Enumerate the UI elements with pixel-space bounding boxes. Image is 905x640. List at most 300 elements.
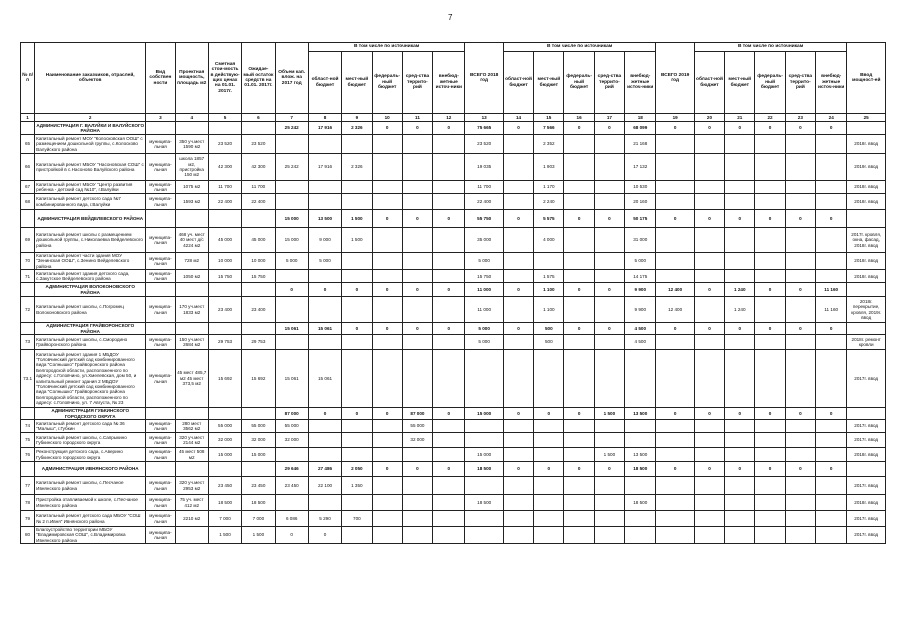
cell-value <box>594 495 624 511</box>
cell-value: 0 <box>594 122 624 135</box>
cell-value: 0 <box>656 462 694 477</box>
cell-commission: 2018г. ввод <box>847 253 886 270</box>
cell-value: 0 <box>308 527 341 544</box>
cell-value: 11 000 <box>465 297 503 323</box>
cell-capacity <box>175 210 208 228</box>
cell-value <box>465 433 503 448</box>
cell-value: 15 061 <box>275 350 308 408</box>
cell-num: 65 <box>21 135 35 154</box>
cell-value <box>785 420 815 433</box>
cell-value <box>694 448 724 462</box>
cell-value: 15 000 <box>275 210 308 228</box>
cell-type: муниципа-льная <box>146 135 175 154</box>
cell-value <box>372 527 402 544</box>
cell-value <box>402 335 432 350</box>
cell-value <box>594 253 624 270</box>
cell-value <box>816 228 847 253</box>
cell-value <box>433 350 465 408</box>
cell-value: 32 000 <box>402 433 432 448</box>
cell-remaining <box>242 323 275 335</box>
cell-commission: 2017г. ввод <box>847 477 886 495</box>
cell-value <box>694 477 724 495</box>
cell-num: 67 <box>21 181 35 194</box>
cell-value <box>503 511 533 527</box>
object-name: Капитальный ремонт школы, с.Песчаное Ивнянского района <box>35 477 146 495</box>
cell-capacity: 1075 м2 <box>175 181 208 194</box>
cell-value <box>372 154 402 181</box>
column-number: 21 <box>725 114 755 122</box>
cell-value <box>656 511 694 527</box>
cell-value <box>785 253 815 270</box>
cell-value <box>402 477 432 495</box>
cell-value: 1 903 <box>534 154 564 181</box>
cell-value <box>503 253 533 270</box>
cell-value: 55 000 <box>402 420 432 433</box>
cell-estimate: 15 000 <box>208 448 241 462</box>
cell-value: 0 <box>755 210 785 228</box>
cell-type: муниципа-льная <box>146 181 175 194</box>
cell-type: муниципа-льная <box>146 495 175 511</box>
cell-num: 70 <box>21 253 35 270</box>
cell-value: 87 000 <box>275 408 308 420</box>
cell-capacity: 170 уч.мест 1833 м2 <box>175 297 208 323</box>
cell-value: 15 061 <box>308 350 341 408</box>
cell-value: 0 <box>694 408 724 420</box>
column-number: 9 <box>342 114 372 122</box>
cell-value: 0 <box>503 408 533 420</box>
cell-value: 1 500 <box>342 228 372 253</box>
cell-value <box>342 194 372 210</box>
col-regional-header: област-ной бюджет <box>694 52 724 114</box>
cell-value: 0 <box>372 210 402 228</box>
cell-value: 0 <box>402 323 432 335</box>
cell-value: 5 575 <box>534 210 564 228</box>
col-volume-header: Объем кап. влож. на 2017 год <box>275 43 308 114</box>
cell-value <box>372 511 402 527</box>
cell-value: 4 500 <box>625 335 656 350</box>
cell-value <box>564 433 594 448</box>
cell-value <box>275 495 308 511</box>
col-regional-header: област-ной бюджет <box>503 52 533 114</box>
cell-value <box>694 335 724 350</box>
cell-remaining: 22 400 <box>242 194 275 210</box>
cell-value: 0 <box>564 210 594 228</box>
cell-value <box>725 477 755 495</box>
cell-value <box>785 527 815 544</box>
cell-value <box>433 297 465 323</box>
cell-estimate: 42 300 <box>208 154 241 181</box>
cell-type: муниципа-льная <box>146 270 175 283</box>
cell-value: 35 000 <box>465 228 503 253</box>
cell-value <box>275 270 308 283</box>
cell-value <box>465 527 503 544</box>
column-number-row <box>21 114 886 122</box>
cell-value: 0 <box>656 323 694 335</box>
cell-value: 11 000 <box>465 283 503 297</box>
cell-num <box>21 408 35 420</box>
cell-value <box>594 194 624 210</box>
cell-value <box>372 350 402 408</box>
cell-value <box>755 297 785 323</box>
cell-value <box>534 527 564 544</box>
cell-remaining: 55 000 <box>242 420 275 433</box>
cell-value <box>402 194 432 210</box>
cell-value: 1 500 <box>594 408 624 420</box>
cell-value <box>785 270 815 283</box>
cell-value: 2 326 <box>342 154 372 181</box>
cell-value <box>342 297 372 323</box>
cell-value: 0 <box>785 122 815 135</box>
cell-estimate <box>208 323 241 335</box>
cell-value: 5 000 <box>308 253 341 270</box>
cell-value <box>275 194 308 210</box>
cell-value <box>342 270 372 283</box>
cell-value: 0 <box>372 408 402 420</box>
cell-value <box>816 253 847 270</box>
table-row <box>21 420 886 433</box>
cell-type: муниципа-льная <box>146 335 175 350</box>
object-name: Реконструкция детского сада, с.Аверино Губкинского городского округа <box>35 448 146 462</box>
cell-value: 13 500 <box>625 408 656 420</box>
column-number: 24 <box>816 114 847 122</box>
cell-value <box>656 350 694 408</box>
cell-value: 11 160 <box>816 283 847 297</box>
cell-num <box>21 323 35 335</box>
cell-value: 500 <box>534 323 564 335</box>
cell-commission: 2019г. ввод <box>847 154 886 181</box>
cell-type: муниципа-льная <box>146 253 175 270</box>
cell-type <box>146 462 175 477</box>
cell-value: 9 000 <box>308 228 341 253</box>
column-number: 19 <box>656 114 694 122</box>
cell-value <box>465 350 503 408</box>
col-name-header: Наименование заказчиков, отраслей, объектов <box>35 43 146 114</box>
cell-capacity: 728 м2 <box>175 253 208 270</box>
cell-value <box>755 253 785 270</box>
cell-value <box>816 433 847 448</box>
cell-value <box>594 527 624 544</box>
cell-value <box>755 433 785 448</box>
investment-table <box>20 42 886 544</box>
cell-value: 23 520 <box>465 135 503 154</box>
cell-value <box>594 181 624 194</box>
cell-estimate: 55 000 <box>208 420 241 433</box>
cell-value <box>342 350 372 408</box>
cell-type: муниципа-льная <box>146 194 175 210</box>
cell-value <box>534 477 564 495</box>
cell-value <box>694 135 724 154</box>
cell-value <box>564 135 594 154</box>
cell-value <box>308 433 341 448</box>
col-territory-header: сред-ства террито-рий <box>402 52 432 114</box>
cell-value <box>785 335 815 350</box>
cell-value: 0 <box>275 283 308 297</box>
cell-value: 25 242 <box>275 154 308 181</box>
cell-value <box>785 350 815 408</box>
cell-value: 15 061 <box>308 323 341 335</box>
cell-value <box>534 420 564 433</box>
cell-value <box>534 448 564 462</box>
cell-value <box>465 477 503 495</box>
cell-value <box>372 253 402 270</box>
cell-value <box>755 194 785 210</box>
cell-remaining: 32 000 <box>242 433 275 448</box>
cell-value <box>308 181 341 194</box>
cell-commission <box>847 122 886 135</box>
col-territory-header: сред-ства террито-рий <box>594 52 624 114</box>
column-number: 17 <box>594 114 624 122</box>
cell-value <box>755 181 785 194</box>
cell-value <box>656 181 694 194</box>
cell-value <box>755 270 785 283</box>
cell-value: 13 500 <box>625 448 656 462</box>
cell-value <box>503 527 533 544</box>
cell-value <box>465 420 503 433</box>
cell-value <box>564 350 594 408</box>
object-name: Капитальный ремонт здания 1 МБДОУ "Головчинский детский сад комбинированного вида "Солнышко" Грайворонского района Белгородской области, расположенного по адресу: с.Головчино, ул.Хмелевская, дом 50, и капитальный ремонт здания 2 МБДОУ "Головчинский детский сад комбинированного вида "Солнышко" Грайворонского района Белгородской области, расположенного по адресу: с.Головчино, ул. 7 Августа, № 23 <box>35 350 146 408</box>
cell-value: 18 500 <box>465 495 503 511</box>
cell-estimate: 23 520 <box>208 135 241 154</box>
cell-value <box>816 477 847 495</box>
cell-num <box>21 462 35 477</box>
cell-value <box>308 297 341 323</box>
cell-estimate <box>208 283 241 297</box>
cell-value <box>625 511 656 527</box>
cell-value: 0 <box>785 283 815 297</box>
cell-value: 0 <box>503 462 533 477</box>
column-number: 11 <box>402 114 432 122</box>
object-name: Капитальный ремонт детского сада № 36 "Малыш", г.Губкин <box>35 420 146 433</box>
cell-value: 4 500 <box>625 323 656 335</box>
cell-num: 79 <box>21 511 35 527</box>
cell-value: 15 000 <box>465 408 503 420</box>
cell-value <box>755 135 785 154</box>
cell-value <box>694 420 724 433</box>
cell-value: 0 <box>656 122 694 135</box>
cell-value <box>625 420 656 433</box>
cell-value <box>372 335 402 350</box>
cell-value <box>755 228 785 253</box>
cell-commission: 2017г. кровля, окна, фасад, 2018г. ввод <box>847 228 886 253</box>
cell-value <box>275 135 308 154</box>
cell-value: 0 <box>594 283 624 297</box>
cell-num: 77 <box>21 477 35 495</box>
col-offbudget-header: внебюд-жетные источ-ники <box>816 52 847 114</box>
col-regional-header: област-ной бюджет <box>308 52 341 114</box>
cell-capacity: 320 уч.мест 2144 м2 <box>175 433 208 448</box>
cell-value <box>755 527 785 544</box>
cell-value <box>433 335 465 350</box>
cell-remaining <box>242 122 275 135</box>
cell-capacity: 2210 м2 <box>175 511 208 527</box>
cell-value <box>785 477 815 495</box>
col-local-header: мест-ный бюджет <box>342 52 372 114</box>
object-name: Капитальный ремонт здания детского сада, с.Закутское Вейделевского района <box>35 270 146 283</box>
cell-type: муниципа-льная <box>146 511 175 527</box>
object-name: Капитальный ремонт школы с размещением дошкольной группы, с.Николаевка Вейделевского района <box>35 228 146 253</box>
cell-commission <box>847 210 886 228</box>
cell-value <box>503 135 533 154</box>
cell-capacity: 150 уч.мест 2684 м2 <box>175 335 208 350</box>
cell-value <box>656 154 694 181</box>
cell-capacity: 468 уч. мест 40 мест д/с 4224 м2 <box>175 228 208 253</box>
cell-value: 87 000 <box>402 408 432 420</box>
cell-value <box>625 527 656 544</box>
cell-value <box>402 495 432 511</box>
cell-value: 0 <box>342 408 372 420</box>
cell-value: 2 050 <box>342 462 372 477</box>
cell-value <box>275 335 308 350</box>
cell-remaining: 29 753 <box>242 335 275 350</box>
cell-value <box>503 477 533 495</box>
cell-value <box>816 448 847 462</box>
cell-value <box>402 270 432 283</box>
cell-remaining: 23 520 <box>242 135 275 154</box>
cell-remaining: 45 000 <box>242 228 275 253</box>
column-number: 20 <box>694 114 724 122</box>
cell-value: 17 916 <box>308 154 341 181</box>
cell-remaining: 18 500 <box>242 495 275 511</box>
cell-value: 18 500 <box>465 462 503 477</box>
cell-value: 1 350 <box>342 477 372 495</box>
cell-value <box>755 335 785 350</box>
cell-value: 0 <box>725 210 755 228</box>
cell-value <box>308 448 341 462</box>
cell-value: 27 486 <box>308 462 341 477</box>
cell-value <box>342 527 372 544</box>
cell-value <box>656 420 694 433</box>
cell-value: 75 665 <box>465 122 503 135</box>
cell-value <box>372 448 402 462</box>
cell-estimate: 15 692 <box>208 350 241 408</box>
cell-value: 15 061 <box>275 323 308 335</box>
cell-value: 22 400 <box>465 194 503 210</box>
cell-value <box>656 448 694 462</box>
object-name: Капитальный ремонт школы, с.Смородино Грайворонского района <box>35 335 146 350</box>
cell-commission: 2018г. ввод <box>847 270 886 283</box>
cell-value: 0 <box>755 323 785 335</box>
cell-value: 12 400 <box>656 283 694 297</box>
cell-value <box>564 448 594 462</box>
section-name: АДМИНИСТРАЦИЯ ВЕЙДЕЛЕВСКОГО РАЙОНА <box>35 210 146 228</box>
cell-value: 0 <box>594 323 624 335</box>
cell-type <box>146 408 175 420</box>
cell-value <box>785 297 815 323</box>
cell-value: 0 <box>402 462 432 477</box>
cell-value: 5 000 <box>465 253 503 270</box>
cell-value: 0 <box>275 527 308 544</box>
cell-value <box>694 194 724 210</box>
object-name: Пристройка отапливаемой к школе, с.Песчаное Ивнянского района <box>35 495 146 511</box>
cell-value: 0 <box>372 323 402 335</box>
cell-value: 10 530 <box>625 181 656 194</box>
table-row <box>21 297 886 323</box>
cell-value <box>816 420 847 433</box>
col-offbudget-header: внебюд-жетные источ-ники <box>625 52 656 114</box>
cell-value: 2 240 <box>534 194 564 210</box>
cell-value <box>503 228 533 253</box>
table-row <box>21 181 886 194</box>
cell-value: 0 <box>785 323 815 335</box>
column-number: 2 <box>35 114 146 122</box>
table-row <box>21 495 886 511</box>
table-body <box>21 122 886 544</box>
cell-capacity <box>175 323 208 335</box>
column-number: 18 <box>625 114 656 122</box>
cell-value: 19 035 <box>465 154 503 181</box>
cell-value <box>694 228 724 253</box>
cell-value <box>785 228 815 253</box>
cell-value <box>564 228 594 253</box>
cell-value <box>656 270 694 283</box>
cell-estimate: 15 750 <box>208 270 241 283</box>
table-row <box>21 477 886 495</box>
object-name: Капитальный ремонт части здания МОУ "Зенинская ООШ", с.Зенино Вейделевского района <box>35 253 146 270</box>
object-name: Капитальный ремонт МОУ "Колосковская ООШ" с размещением дошкольной группы, с.Колосково Валуйского района <box>35 135 146 154</box>
cell-type: муниципа-льная <box>146 350 175 408</box>
col-federal-header: федераль-ный бюджет <box>372 52 402 114</box>
cell-value <box>503 448 533 462</box>
cell-estimate <box>208 408 241 420</box>
cell-value <box>503 420 533 433</box>
cell-estimate: 10 000 <box>208 253 241 270</box>
cell-capacity: 1050 м2 <box>175 270 208 283</box>
cell-value: 32 000 <box>275 433 308 448</box>
group-header-2019: В том числе по источникам <box>694 43 847 52</box>
cell-value <box>564 154 594 181</box>
section-row <box>21 283 886 297</box>
cell-value <box>342 420 372 433</box>
cell-value <box>503 335 533 350</box>
cell-value <box>725 448 755 462</box>
cell-num: 73.1 <box>21 350 35 408</box>
cell-value <box>372 477 402 495</box>
cell-commission <box>847 462 886 477</box>
cell-value <box>785 135 815 154</box>
table-row <box>21 194 886 210</box>
cell-value <box>785 433 815 448</box>
cell-value: 700 <box>342 511 372 527</box>
cell-value <box>564 194 594 210</box>
cell-num <box>21 210 35 228</box>
cell-commission: 2018г. перекрытие, кровля, 2019г. ввод <box>847 297 886 323</box>
cell-value <box>816 511 847 527</box>
cell-type: муниципа-льная <box>146 228 175 253</box>
cell-value: 0 <box>656 408 694 420</box>
cell-value: 55 000 <box>275 420 308 433</box>
table-row <box>21 448 886 462</box>
cell-value: 0 <box>564 323 594 335</box>
cell-value <box>656 253 694 270</box>
cell-value <box>785 511 815 527</box>
cell-value: 1 240 <box>725 283 755 297</box>
cell-value <box>656 135 694 154</box>
col-territory-header: сред-ства террито-рий <box>785 52 815 114</box>
cell-value: 0 <box>694 210 724 228</box>
cell-remaining: 7 000 <box>242 511 275 527</box>
table-row <box>21 433 886 448</box>
object-name: Капитальный ремонт школы, с.Погромец Волоконовского района <box>35 297 146 323</box>
cell-value: 500 <box>534 335 564 350</box>
cell-remaining: 23 400 <box>242 297 275 323</box>
cell-remaining: 11 700 <box>242 181 275 194</box>
cell-value <box>594 420 624 433</box>
cell-type: муниципа-льная <box>146 448 175 462</box>
cell-value <box>342 335 372 350</box>
cell-value <box>308 495 341 511</box>
cell-num: 72 <box>21 297 35 323</box>
object-name: Капитальный ремонт МБОУ "Насоновская СОШ" с пристройкой в с.Насоново Валуйского района <box>35 154 146 181</box>
